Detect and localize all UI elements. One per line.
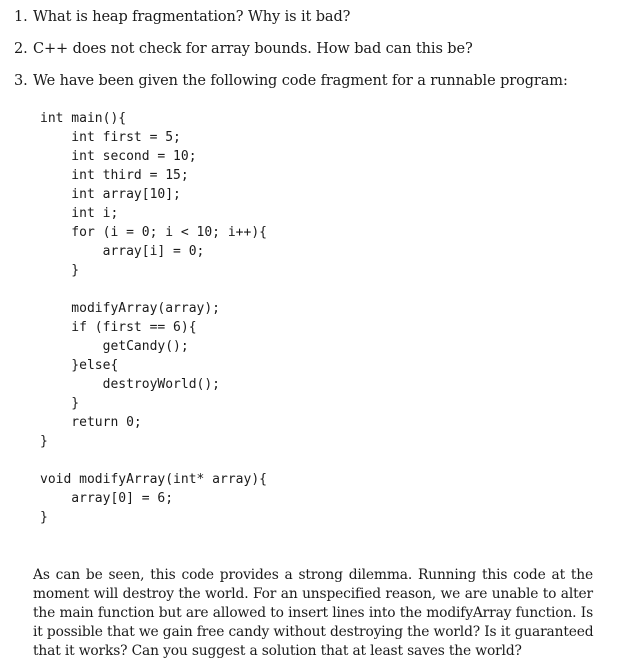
- code-line: }: [40, 396, 80, 411]
- question-1: [14, 8, 350, 26]
- code-line: getCandy();: [40, 339, 189, 354]
- code-line: for (i = 0; i < 10; i++){: [40, 225, 267, 240]
- code-line: array[i] = 0;: [40, 244, 205, 259]
- code-line: return 0;: [40, 415, 142, 430]
- paragraph-line: the main function but are allowed to insert lines into the modifyArray function. Is: [33, 605, 593, 621]
- code-line: }: [40, 263, 80, 278]
- code-line: array[0] = 6;: [40, 491, 174, 506]
- question-1-number: 1.: [14, 9, 28, 25]
- question-3: [14, 72, 568, 90]
- question-1-text: What is heap fragmentation? Why is it bad?: [33, 9, 351, 25]
- code-line: if (first == 6){: [40, 320, 197, 335]
- code-line: modifyArray(array);: [40, 301, 221, 316]
- question-2: [14, 40, 473, 58]
- code-line: int main(){: [40, 111, 127, 126]
- question-2-text: C++ does not check for array bounds. How bad can this be?: [33, 41, 473, 57]
- dilemma-paragraph: [33, 566, 593, 661]
- paragraph-line: it possible that we gain free candy without destroying the world? Is it guaranteed: [33, 624, 594, 640]
- question-3-number: 3.: [14, 73, 28, 89]
- code-line: int third = 15;: [40, 168, 189, 183]
- paragraph-line: As can be seen, this code provides a strong dilemma. Running this code at the: [33, 567, 593, 583]
- code-line: int i;: [40, 206, 119, 221]
- code-line: int first = 5;: [40, 130, 181, 145]
- code-line: void modifyArray(int* array){: [40, 472, 267, 487]
- question-2-number: 2.: [14, 41, 28, 57]
- paragraph-line: that it works? Can you suggest a solution that at least saves the world?: [33, 643, 522, 659]
- paragraph-line: moment will destroy the world. For an unspecified reason, we are unable to alter: [33, 586, 593, 602]
- question-3-text: We have been given the following code fragment for a runnable program:: [33, 73, 568, 89]
- code-line: destroyWorld();: [40, 377, 221, 392]
- code-line: }: [40, 510, 48, 525]
- code-line: int array[10];: [40, 187, 181, 202]
- code-line: int second = 10;: [40, 149, 197, 164]
- code-line: }else{: [40, 358, 119, 373]
- code-line: }: [40, 434, 48, 449]
